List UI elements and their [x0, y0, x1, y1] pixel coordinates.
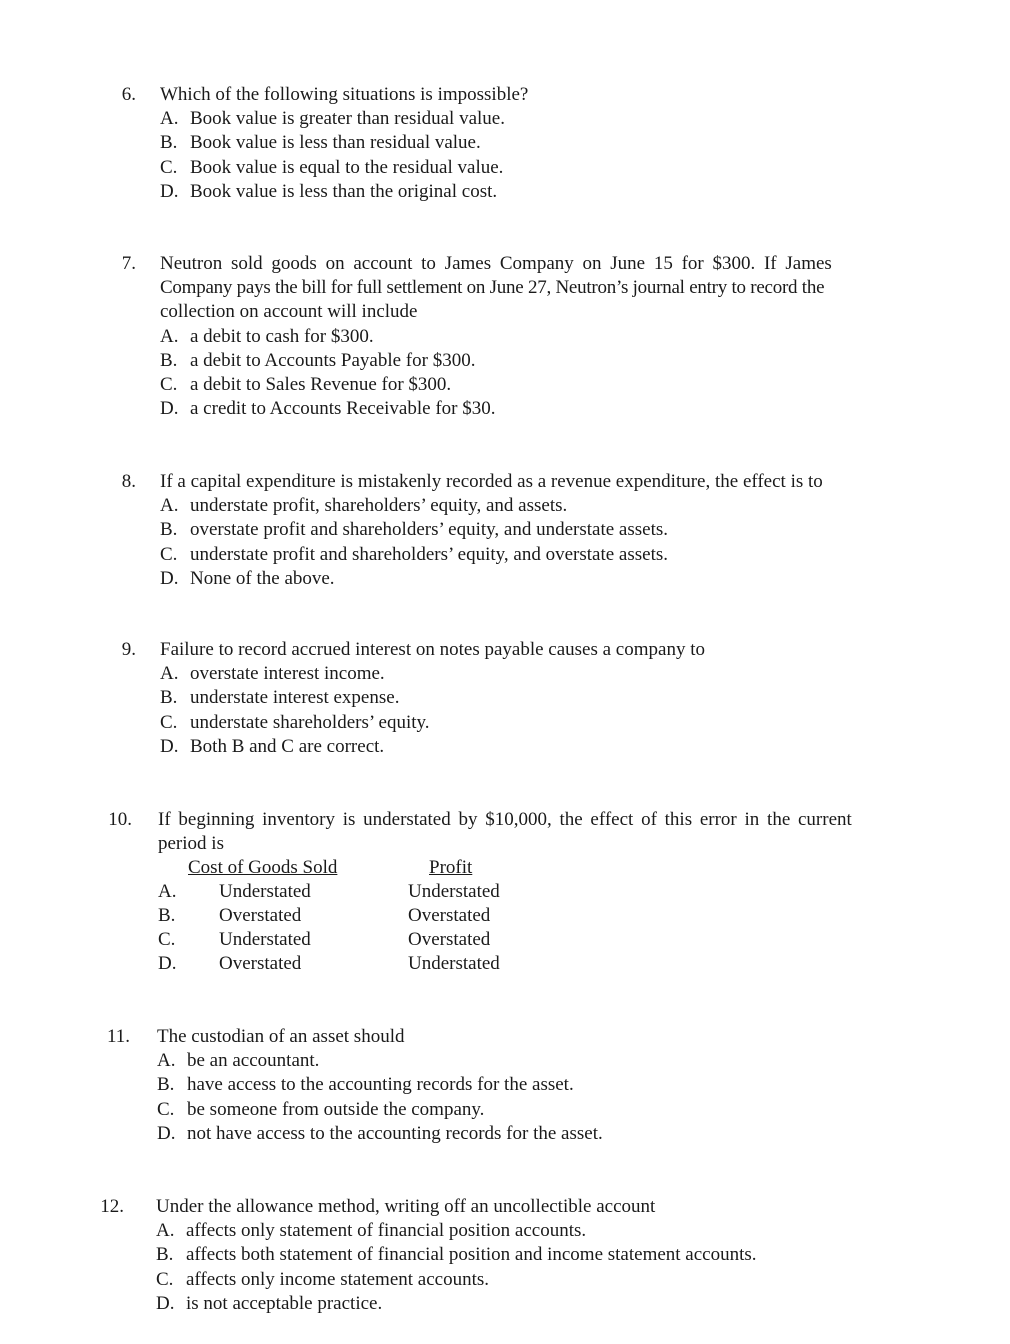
- option-c: C. be someone from outside the company.: [157, 1098, 485, 1120]
- question-stem-line-2: Company pays the bill for full settlement on June 27, Neutron’s journal entry to record the: [160, 277, 825, 299]
- option-d: D. is not acceptable practice.: [156, 1292, 383, 1314]
- option-b: B. Book value is less than residual value.: [160, 132, 481, 154]
- table-row-letter: B.: [158, 905, 176, 927]
- table-cell-cogs: Understated: [219, 929, 311, 951]
- option-c: C. understate shareholders’ equity.: [160, 711, 430, 733]
- question-number: 10.: [108, 809, 132, 830]
- table-header-cogs: Cost of Goods Sold: [188, 857, 338, 879]
- question-stem: Under the allowance method, writing off an uncollectible account: [156, 1196, 656, 1217]
- table-header-profit: Profit: [429, 857, 473, 879]
- question-stem: The custodian of an asset should: [157, 1026, 405, 1047]
- table-row-letter: A.: [158, 881, 177, 903]
- table-row-letter: C.: [158, 929, 176, 951]
- answer-table: [158, 856, 903, 977]
- table-cell-profit: Understated: [408, 881, 500, 903]
- option-d: D. None of the above.: [160, 567, 335, 589]
- option-b: B. understate interest expense.: [160, 687, 400, 709]
- option-b: B. overstate profit and shareholders’ equity, and understate assets.: [160, 519, 669, 541]
- option-a: A. Book value is greater than residual value.: [160, 108, 505, 130]
- table-cell-cogs: Understated: [219, 881, 311, 903]
- option-d: D. not have access to the accounting records for the asset.: [157, 1122, 603, 1144]
- question-stem: Which of the following situations is impossible?: [160, 84, 529, 105]
- option-a: A. a debit to cash for $300.: [160, 325, 374, 347]
- option-d: D. Book value is less than the original cost.: [160, 180, 498, 202]
- option-a: A. overstate interest income.: [160, 663, 385, 685]
- option-a: A. affects only statement of financial position accounts.: [156, 1220, 587, 1242]
- question-stem-line-1: Neutron sold goods on account to James Company on June 15 for $300. If James: [160, 253, 832, 274]
- option-c: C. affects only income statement accounts.: [156, 1268, 490, 1290]
- question-number: 12.: [100, 1196, 124, 1217]
- option-b: B. affects both statement of financial position and income statement accounts.: [156, 1244, 757, 1266]
- question-stem-line-1: If beginning inventory is understated by $10,000, the effect of this error in the current: [158, 809, 852, 830]
- option-b: B. a debit to Accounts Payable for $300.: [160, 349, 476, 371]
- question-number: 6.: [121, 84, 136, 105]
- table-cell-cogs: Overstated: [219, 953, 302, 975]
- table-row-letter: D.: [158, 953, 177, 975]
- question-number: 9.: [121, 639, 136, 660]
- question-number: 8.: [121, 471, 136, 492]
- table-cell-profit: Overstated: [408, 929, 491, 951]
- table-cell-cogs: Overstated: [219, 905, 302, 927]
- option-d: D. Both B and C are correct.: [160, 735, 385, 757]
- question-stem: If a capital expenditure is mistakenly recorded as a revenue expenditure, the effect is to: [160, 471, 823, 492]
- table-cell-profit: Understated: [408, 953, 500, 975]
- option-d: D. a credit to Accounts Receivable for $30.: [160, 398, 496, 420]
- option-c: C. Book value is equal to the residual value.: [160, 156, 504, 178]
- question-stem-line-3: collection on account will include: [160, 301, 418, 323]
- option-a: A. be an accountant.: [157, 1050, 320, 1072]
- option-c: C. a debit to Sales Revenue for $300.: [160, 374, 452, 396]
- option-c: C. understate profit and shareholders’ equity, and overstate assets.: [160, 543, 669, 565]
- question-number: 11.: [106, 1026, 130, 1047]
- option-a: A. understate profit, shareholders’ equity, and assets.: [160, 495, 568, 517]
- option-b: B. have access to the accounting records for the asset.: [157, 1074, 574, 1096]
- question-stem: Failure to record accrued interest on notes payable causes a company to: [160, 639, 705, 660]
- question-stem-line-2: period is: [158, 833, 224, 855]
- table-cell-profit: Overstated: [408, 905, 491, 927]
- question-number: 7.: [121, 253, 136, 274]
